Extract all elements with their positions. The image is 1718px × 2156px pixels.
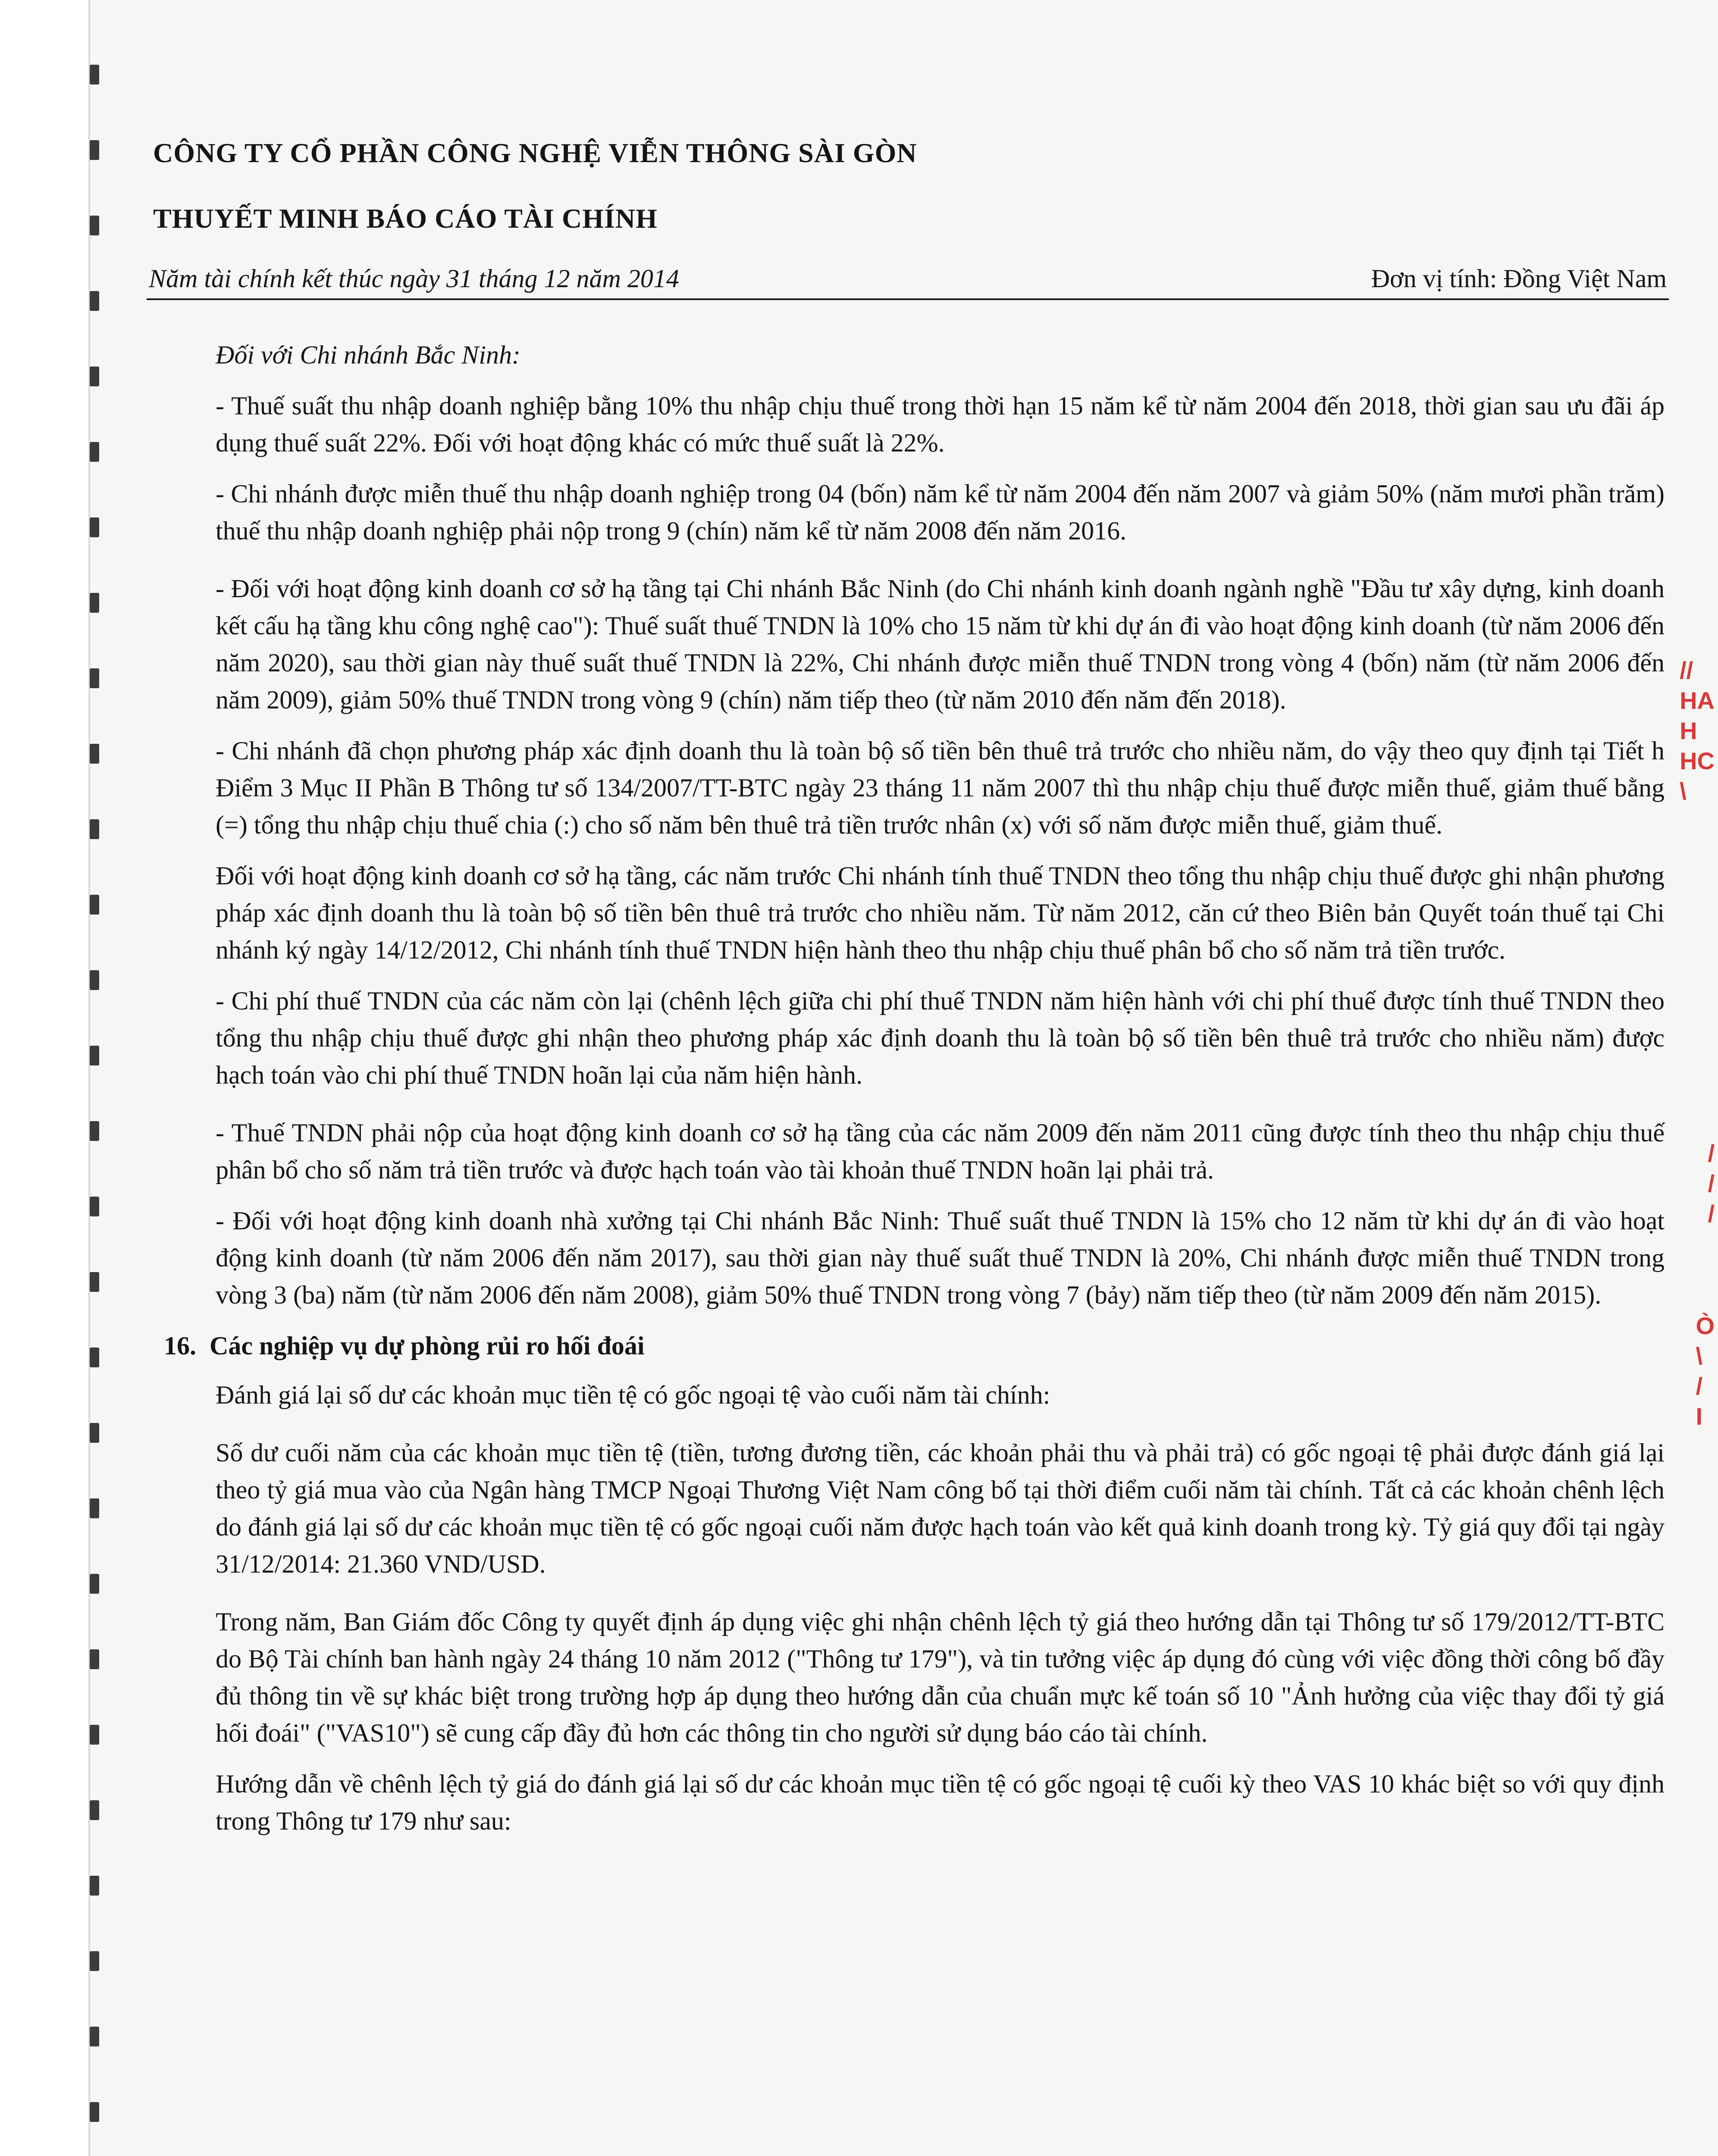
binding-hole: [90, 216, 99, 235]
binding-hole: [90, 65, 99, 85]
company-name: CÔNG TY CỔ PHẦN CÔNG NGHỆ VIỄN THÔNG SÀI GÒN: [153, 138, 917, 168]
section-number: 16.: [164, 1332, 196, 1360]
binding-hole: [90, 442, 99, 462]
binding-hole: [90, 744, 99, 764]
binding-hole: [90, 1121, 99, 1141]
binding-hole: [90, 140, 99, 160]
paragraph: Số dư cuối năm của các khoản mục tiền tệ (tiền, tương đương tiền, các khoản phải thu và phải trả) có gốc ngoại tệ phải được đánh giá lại theo tỷ giá mua vào của Ngân hàng TMCP Ngoại Thương Việt Nam công bố tại thời điểm cuối năm tài chính. Tất cả các khoản chênh lệch do đánh giá lại số dư các khoản mục tiền tệ có gốc ngoại cuối năm được hạch toán vào kết quả kinh doanh trong kỳ. Tỷ giá quy đổi tại ngày 31/12/2014: 21.360 VND/USD.: [216, 1438, 1665, 1578]
binding-hole: [90, 1951, 99, 1971]
binding-hole: [90, 367, 99, 386]
section-heading: [164, 1327, 1665, 1364]
paragraph: - Thuế TNDN phải nộp của hoạt động kinh doanh cơ sở hạ tầng của các năm 2009 đến năm 2011 cũng được tính theo thu nhập chịu thuế phân bổ cho số năm trả tiền trước và được hạch toán vào tài khoản thuế TNDN hoãn lại phải trả.: [216, 1119, 1665, 1184]
binding-hole: [90, 1725, 99, 1745]
binding-hole: [90, 1876, 99, 1896]
binding-hole: [90, 1649, 99, 1669]
paragraph: - Chi phí thuế TNDN của các năm còn lại (chênh lệch giữa chi phí thuế TNDN năm hiện hành với chi phí thuế được tính thuế TNDN theo tổng thu nhập chịu thuế được ghi nhận theo phương pháp xác định doanh thu là toàn bộ số tiền bên thuê trả trước cho nhiều năm) được hạch toán vào chi phí thuế TNDN hoãn lại của năm hiện hành.: [216, 987, 1665, 1089]
binding-hole: [90, 1800, 99, 1820]
binding-hole: [90, 1498, 99, 1518]
binding-hole: [90, 1423, 99, 1443]
paragraph: - Thuế suất thu nhập doanh nghiệp bằng 10% thu nhập chịu thuế trong thời hạn 15 năm kể từ năm 2004 đến 2018, thời gian sau ưu đãi áp dụng thuế suất 22%. Đối với hoạt động khác có mức thuế suất là 22%.: [216, 392, 1665, 457]
paragraph: Trong năm, Ban Giám đốc Công ty quyết định áp dụng việc ghi nhận chênh lệch tỷ giá theo hướng dẫn tại Thông tư số 179/2012/TT-BTC do Bộ Tài chính ban hành ngày 24 tháng 10 năm 2012 ("Thông tư 179"), và tin tưởng việc áp dụng đó cùng với việc đồng thời công bố đầy đủ thông tin về sự khác biệt trong trường hợp áp dụng theo hướng dẫn của chuẩn mực kế toán số 10 "Ảnh hưởng của việc thay đổi tỷ giá hối đoái" ("VAS10") sẽ cung cấp đầy đủ hơn các thông tin cho người sử dụng báo cáo tài chính.: [216, 1608, 1665, 1747]
binding-hole: [90, 668, 99, 688]
binding-hole: [90, 1272, 99, 1292]
binding-hole: [90, 2027, 99, 2046]
paragraph: Đối với hoạt động kinh doanh cơ sở hạ tầng, các năm trước Chi nhánh tính thuế TNDN theo tổng thu nhập chịu thuế được ghi nhận phương pháp xác định doanh thu là toàn bộ số tiền bên thuê trả trước cho nhiều năm. Từ năm 2012, căn cứ theo Biên bản Quyết toán thuế tại Chi nhánh ký ngày 14/12/2012, Chi nhánh tính thuế TNDN hiện hành theo thu nhập chịu thuế phân bổ cho số năm trả tiền trước.: [216, 862, 1665, 964]
binding-hole: [90, 1197, 99, 1216]
fiscal-period: Năm tài chính kết thúc ngày 31 tháng 12 năm 2014: [149, 264, 679, 293]
report-title: THUYẾT MINH BÁO CÁO TÀI CHÍNH: [153, 203, 658, 234]
section-title: Các nghiệp vụ dự phòng rủi ro hối đoái: [210, 1332, 645, 1360]
scan-margin-edge: [88, 0, 90, 2156]
paragraph: - Chi nhánh được miễn thuế thu nhập doanh nghiệp trong 04 (bốn) năm kể từ năm 2004 đến năm 2007 và giảm 50% (năm mươi phần trăm) thuế thu nhập doanh nghiệp phải nộp trong 9 (chín) năm kể từ năm 2008 đến năm 2016.: [216, 479, 1665, 545]
branch-intro: Đối với Chi nhánh Bắc Ninh:: [216, 341, 520, 369]
binding-hole: [90, 970, 99, 990]
header-meta: [149, 264, 1667, 294]
red-ink-mark: // HA H HC \: [1680, 657, 1715, 805]
document-body: [164, 336, 1665, 1853]
red-ink-mark: / / /: [1708, 1140, 1715, 1227]
binding-hole: [90, 2102, 99, 2122]
paragraph: Hướng dẫn về chênh lệch tỷ giá do đánh giá lại số dư các khoản mục tiền tệ có gốc ngoại tệ cuối kỳ theo VAS 10 khác biệt so với quy định trong Thông tư 179 như sau:: [216, 1770, 1665, 1835]
red-ink-mark: Ò \ / I: [1696, 1312, 1715, 1430]
binding-hole: [90, 1348, 99, 1367]
binding-hole: [90, 593, 99, 613]
binding-hole: [90, 1574, 99, 1594]
binding-hole: [90, 895, 99, 915]
paragraph: Đánh giá lại số dư các khoản mục tiền tệ có gốc ngoại tệ vào cuối năm tài chính:: [216, 1381, 1050, 1409]
binding-hole: [90, 1046, 99, 1065]
paragraph: - Đối với hoạt động kinh doanh cơ sở hạ tầng tại Chi nhánh Bắc Ninh (do Chi nhánh kinh doanh ngành nghề "Đầu tư xây dựng, kinh doanh kết cấu hạ tầng khu công nghệ cao"): Thuế suất thuế TNDN là 10% cho 15 năm từ khi dự án đi vào hoạt động kinh doanh (từ năm 2006 đến năm 2020), sau thời gian này thuế suất thuế TNDN là 22%, Chi nhánh được miễn thuế TNDN trong vòng 4 (bốn) năm (từ năm 2006 đến năm 2009), giảm 50% thuế TNDN trong vòng 9 (chín) năm tiếp theo (từ năm 2010 đến năm đến 2018).: [216, 574, 1665, 714]
paragraph: - Đối với hoạt động kinh doanh nhà xưởng tại Chi nhánh Bắc Ninh: Thuế suất thuế TNDN là 15% cho 12 năm từ khi dự án đi vào hoạt động kinh doanh (từ năm 2006 đến năm 2017), sau thời gian này thuế suất thuế TNDN là 20%, Chi nhánh được miễn thuế TNDN trong vòng 3 (ba) năm (từ năm 2006 đến năm 2008), giảm 50% thuế TNDN trong vòng 7 (bảy) năm tiếp theo (từ năm 2009 đến năm 2015).: [216, 1206, 1665, 1309]
paragraph: - Chi nhánh đã chọn phương pháp xác định doanh thu là toàn bộ số tiền bên thuê trả trước cho nhiều năm, do vậy theo quy định tại Tiết h Điểm 3 Mục II Phần B Thông tư số 134/2007/TT-BTC ngày 23 tháng 11 năm 2007 thì thu nhập chịu thuế được miễn thuế, giảm thuế bằng (=) tổng thu nhập chịu thuế chia (:) cho số năm bên thuê trả tiền trước nhân (x) với số năm được miễn thuế, giảm thuế.: [216, 736, 1665, 839]
scan-margin: [0, 0, 88, 2156]
binding-hole: [90, 819, 99, 839]
binding-hole: [90, 517, 99, 537]
currency-unit: Đơn vị tính: Đồng Việt Nam: [1371, 264, 1667, 293]
binding-hole: [90, 291, 99, 311]
header-divider: [147, 298, 1669, 300]
